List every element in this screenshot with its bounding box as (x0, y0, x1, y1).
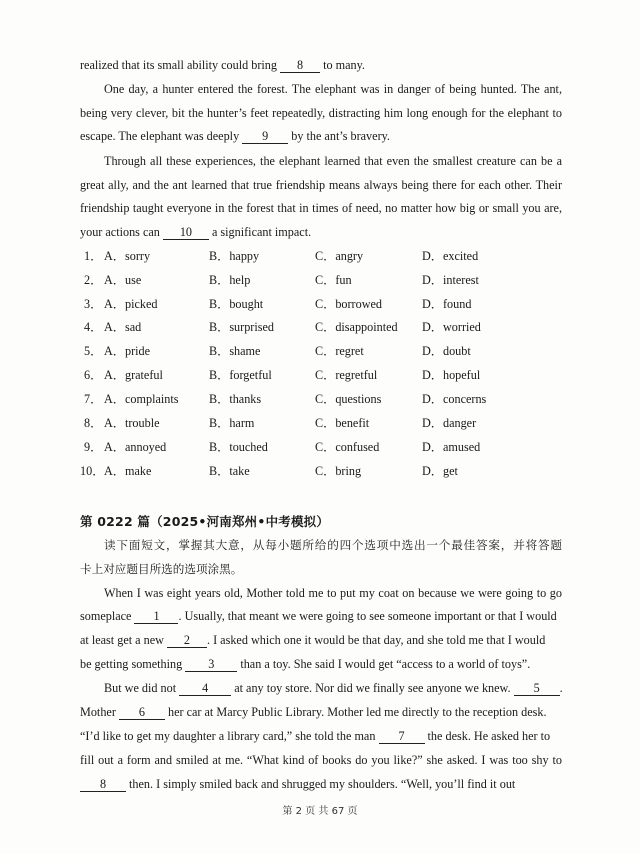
passage-line: When I was eight years old, Mother told me to put my coat on because we were going to go (104, 586, 562, 600)
option-row: 5． A．pride B．shame C．regret D．doubt (84, 344, 471, 358)
passage-line: 8 then. I simply smiled back and shrugged my shoulders. “Well, you’ll find it out (80, 776, 562, 792)
blank-3: 3 (185, 657, 237, 672)
option-row: 7． A．complaints B．thanks C．questions D．concerns (84, 392, 487, 406)
page-footer: 第 2 页 共 67 页 (282, 806, 358, 817)
option-row: 10． A．make B．take C．bring D．get (80, 464, 458, 478)
option-row: 4． A．sad B．surprised C．disappointed D．worried (84, 320, 481, 334)
blank-10: 10 (163, 225, 209, 240)
passage-line: be getting something 3 than a toy. She said I would get “access to a world of toys”. (80, 657, 531, 671)
blank-6: 6 (119, 705, 165, 720)
passage-line: escape. The elephant was deeply 9 by the ant’s bravery. (80, 129, 390, 143)
passage-line: great ally, and the ant learned that true friendship means always being there for each other. Their (80, 178, 562, 192)
option-row: 9． A．annoyed B．touched C．confused D．amused (84, 440, 481, 454)
passage-line: One day, a hunter entered the forest. The elephant was in danger of being hunted. The ant, (104, 82, 562, 96)
passage-line: being very clever, bit the hunter’s feet repeatedly, distracting him long enough for the elephant to (80, 106, 562, 120)
instruction-line: 读下面短文，掌握其大意，从每小题所给的四个选项中选出一个最佳答案，并将答题 (104, 538, 562, 552)
option-row: 3． A．picked B．bought C．borrowed D．found (84, 297, 472, 311)
passage-line: at least get a new 2 . I asked which one it would be that day, and she told me that I would (80, 633, 546, 647)
blank-9: 9 (242, 129, 288, 144)
blank-8: 8 (80, 777, 126, 792)
passage-line: friendship taught everyone in the forest that in times of need, no matter how big or small you are, (80, 201, 562, 215)
blank-2: 2 (167, 633, 207, 648)
blank-7: 7 (379, 729, 425, 744)
option-row: 2． A．use B．help C．fun D．interest (84, 273, 479, 287)
blank-8: 8 (280, 58, 320, 73)
passage-line: Mother 6 her car at Marcy Public Library. Mother led me directly to the reception desk. (80, 705, 547, 719)
section-heading: 第 0222 篇（2025•河南郑州•中考模拟） (80, 514, 330, 529)
blank-1: 1 (134, 609, 178, 624)
passage-line: realized that its small ability could bring 8 to many. (80, 58, 365, 72)
passage-line: But we did not 4 at any toy store. Nor did we finally see anyone we knew. 5 . (104, 681, 563, 695)
blank-5: 5 (514, 681, 560, 696)
option-row: 6． A．grateful B．forgetful C．regretful D．hopeful (84, 368, 481, 382)
passage-line: your actions can 10 a significant impact. (80, 225, 312, 239)
instruction-line: 卡上对应题目所选的选项涂黑。 (80, 562, 243, 576)
passage-line: fill out a form and smiled at me. “What kind of books do you like?” she asked. I was too shy to (80, 753, 562, 767)
passage-line: “I’d like to get my daughter a library card,” she told the man 7 the desk. He asked her to (80, 729, 551, 743)
option-row: 1． A．sorry B．happy C．angry D．excited (84, 249, 479, 263)
blank-4: 4 (179, 681, 231, 696)
option-row: 8． A．trouble B．harm C．benefit D．danger (84, 416, 477, 430)
passage-line: Through all these experiences, the elephant learned that even the smallest creature can be a (104, 154, 562, 168)
passage-line: someplace 1 . Usually, that meant we were going to see someone important or that I would (80, 609, 557, 623)
